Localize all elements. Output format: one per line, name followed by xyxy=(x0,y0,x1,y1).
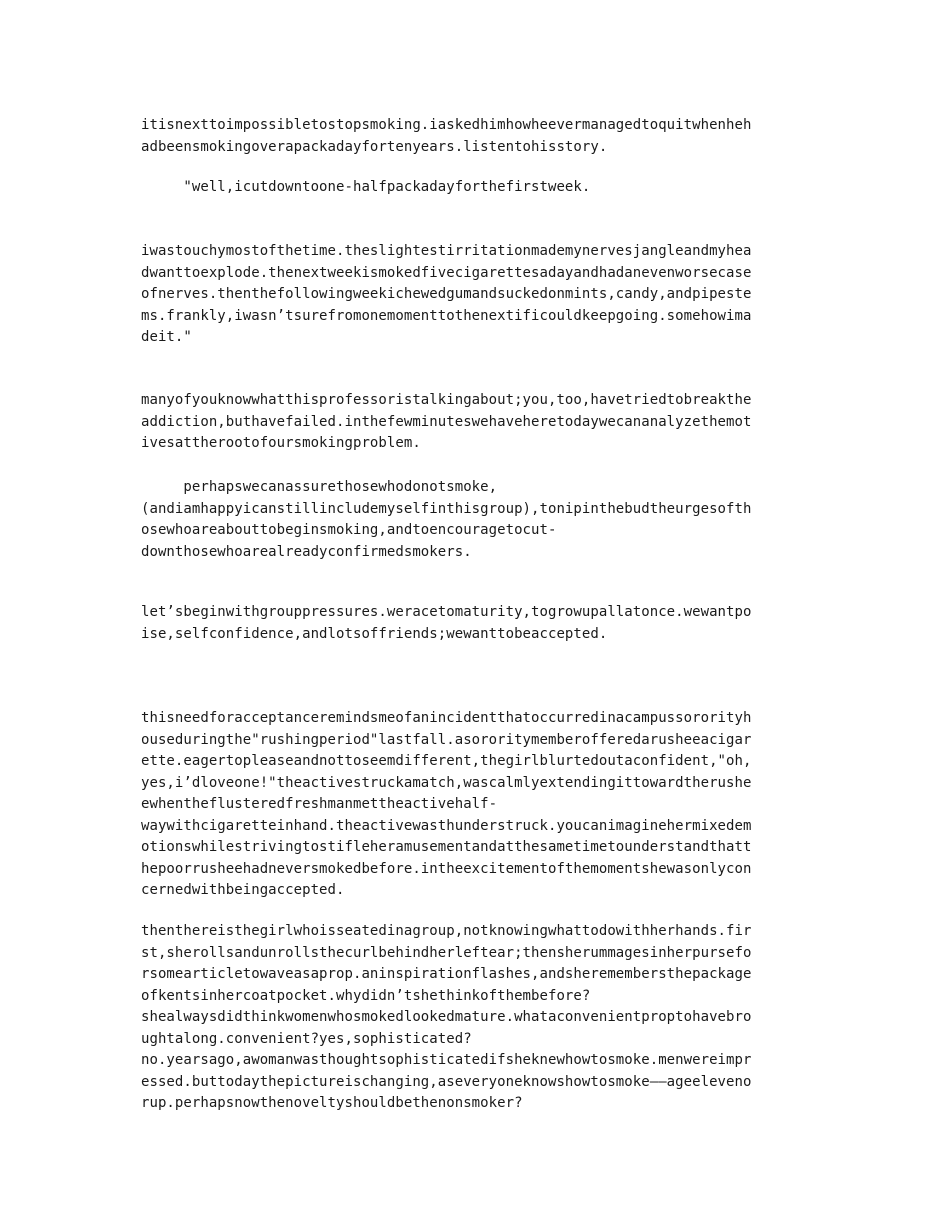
text-line: ofkentsinhercoatpocket.whydidn’tshethinkofthembefore? xyxy=(141,987,591,1004)
paragraph xyxy=(141,602,751,645)
text-line: ughtalong.convenient?yes,sophisticated? xyxy=(141,1030,472,1047)
paragraph xyxy=(141,708,751,902)
text-line: cernedwithbeingaccepted. xyxy=(141,882,345,898)
text-line: itisnexttoimpossibletostopsmoking.iaskedhimhowheevermanagedtoquitwhenheh xyxy=(141,117,752,133)
text-line: addiction,buthavefailed.inthefewminuteswehaveheretodaywecananalyzethemot xyxy=(141,413,752,430)
text-line: ivesattherootofoursmokingproblem. xyxy=(141,435,421,451)
text-line: let’sbeginwithgrouppressures.weracetomaturity,togrowupallatonce.wewantpo xyxy=(141,604,752,620)
text-line: rsomearticletowaveasaprop.aninspirationflashes,andsheremembersthepackage xyxy=(141,966,752,982)
text-line: manyofyouknowwhatthisprofessoristalkingabout;you,too,havetriedtobreakthe xyxy=(141,392,752,408)
text-line: deit." xyxy=(141,329,192,345)
text-line: iwastouchymostofthetime.theslightestirritationmademynervesjangleandmyhea xyxy=(141,243,752,259)
text-line: no.yearsago,awomanwasthoughtsophisticatedifsheknewhowtosmoke.menwereimpr xyxy=(141,1052,752,1068)
text-line: downthosewhoarealreadyconfirmedsmokers. xyxy=(141,543,472,560)
text-line: ouseduringthe"rushingperiod"lastfall.asororitymemberofferedarusheeacigar xyxy=(141,731,752,748)
text-line: hepoorrusheehadneversmokedbefore.intheexcitementofthemomentshewasonlycon xyxy=(141,860,752,877)
text-line: ise,selfconfidence,andlotsoffriends;wewanttobeaccepted. xyxy=(141,625,608,642)
text-line: dwanttoexplode.thenextweekismokedfivecigarettesadayandhadanevenworsecase xyxy=(141,264,752,281)
paragraph xyxy=(141,241,751,349)
paragraph xyxy=(141,477,751,563)
text-line: yes,i’dloveone!"theactivestruckamatch,wascalmlyextendingittowardtherushe xyxy=(141,774,752,791)
paragraph xyxy=(141,177,590,199)
text-line: thisneedforacceptanceremindsmeofanincidentthatoccurredinacampussororityh xyxy=(141,710,752,726)
text-line: osewhoareabouttobeginsmoking,andtoencouragetocut- xyxy=(141,522,557,538)
text-line: ofnerves.thenthefollowingweekichewedgumandsuckedonmints,candy,andpipeste xyxy=(141,286,752,302)
text-line: ms.frankly,iwasn’tsurefromonemomenttothenextificouldkeepgoing.somehowima xyxy=(141,307,752,324)
text-line: (andiamhappyicanstillincludemyselfinthisgroup),tonipinthebudtheurgesofth xyxy=(141,500,752,517)
text-line: essed.buttodaythepictureischanging,aseveryoneknowshowtosmoke——ageeleveno xyxy=(141,1073,752,1090)
text-line: adbeensmokingoverapackadayfortenyears.listentohisstory. xyxy=(141,138,608,155)
text-line: rup.perhapsnowthenoveltyshouldbethenonsmoker? xyxy=(141,1095,523,1111)
text-line: thenthereisthegirlwhoisseatedinagroup,notknowingwhattodowithherhands.fir xyxy=(141,923,752,939)
paragraph xyxy=(141,390,751,455)
text-line: st,sherollsandunrollsthecurlbehindherleftear;thensherummagesinherpursefo xyxy=(141,944,752,961)
text-line: ette.eagertopleaseandnottoseemdifferent,thegirlblurtedoutaconfident,"oh, xyxy=(141,753,752,769)
paragraph xyxy=(141,921,751,1115)
paragraph xyxy=(141,115,751,158)
text-line: "well,icutdowntoone-halfpackadayforthefirstweek. xyxy=(141,179,591,195)
text-line: otionswhilestrivingtostifleheramusementandatthesametimetounderstandthatt xyxy=(141,839,752,855)
text-line: ewhentheflusteredfreshmanmettheactivehalf- xyxy=(141,796,498,812)
text-line: shealwaysdidthinkwomenwhosmokedlookedmature.whataconvenientproptohavebro xyxy=(141,1009,752,1025)
text-line: perhapswecanassurethosewhodonotsmoke, xyxy=(141,479,498,495)
text-line: waywithcigaretteinhand.theactivewasthunderstruck.youcanimaginehermixedem xyxy=(141,817,752,834)
